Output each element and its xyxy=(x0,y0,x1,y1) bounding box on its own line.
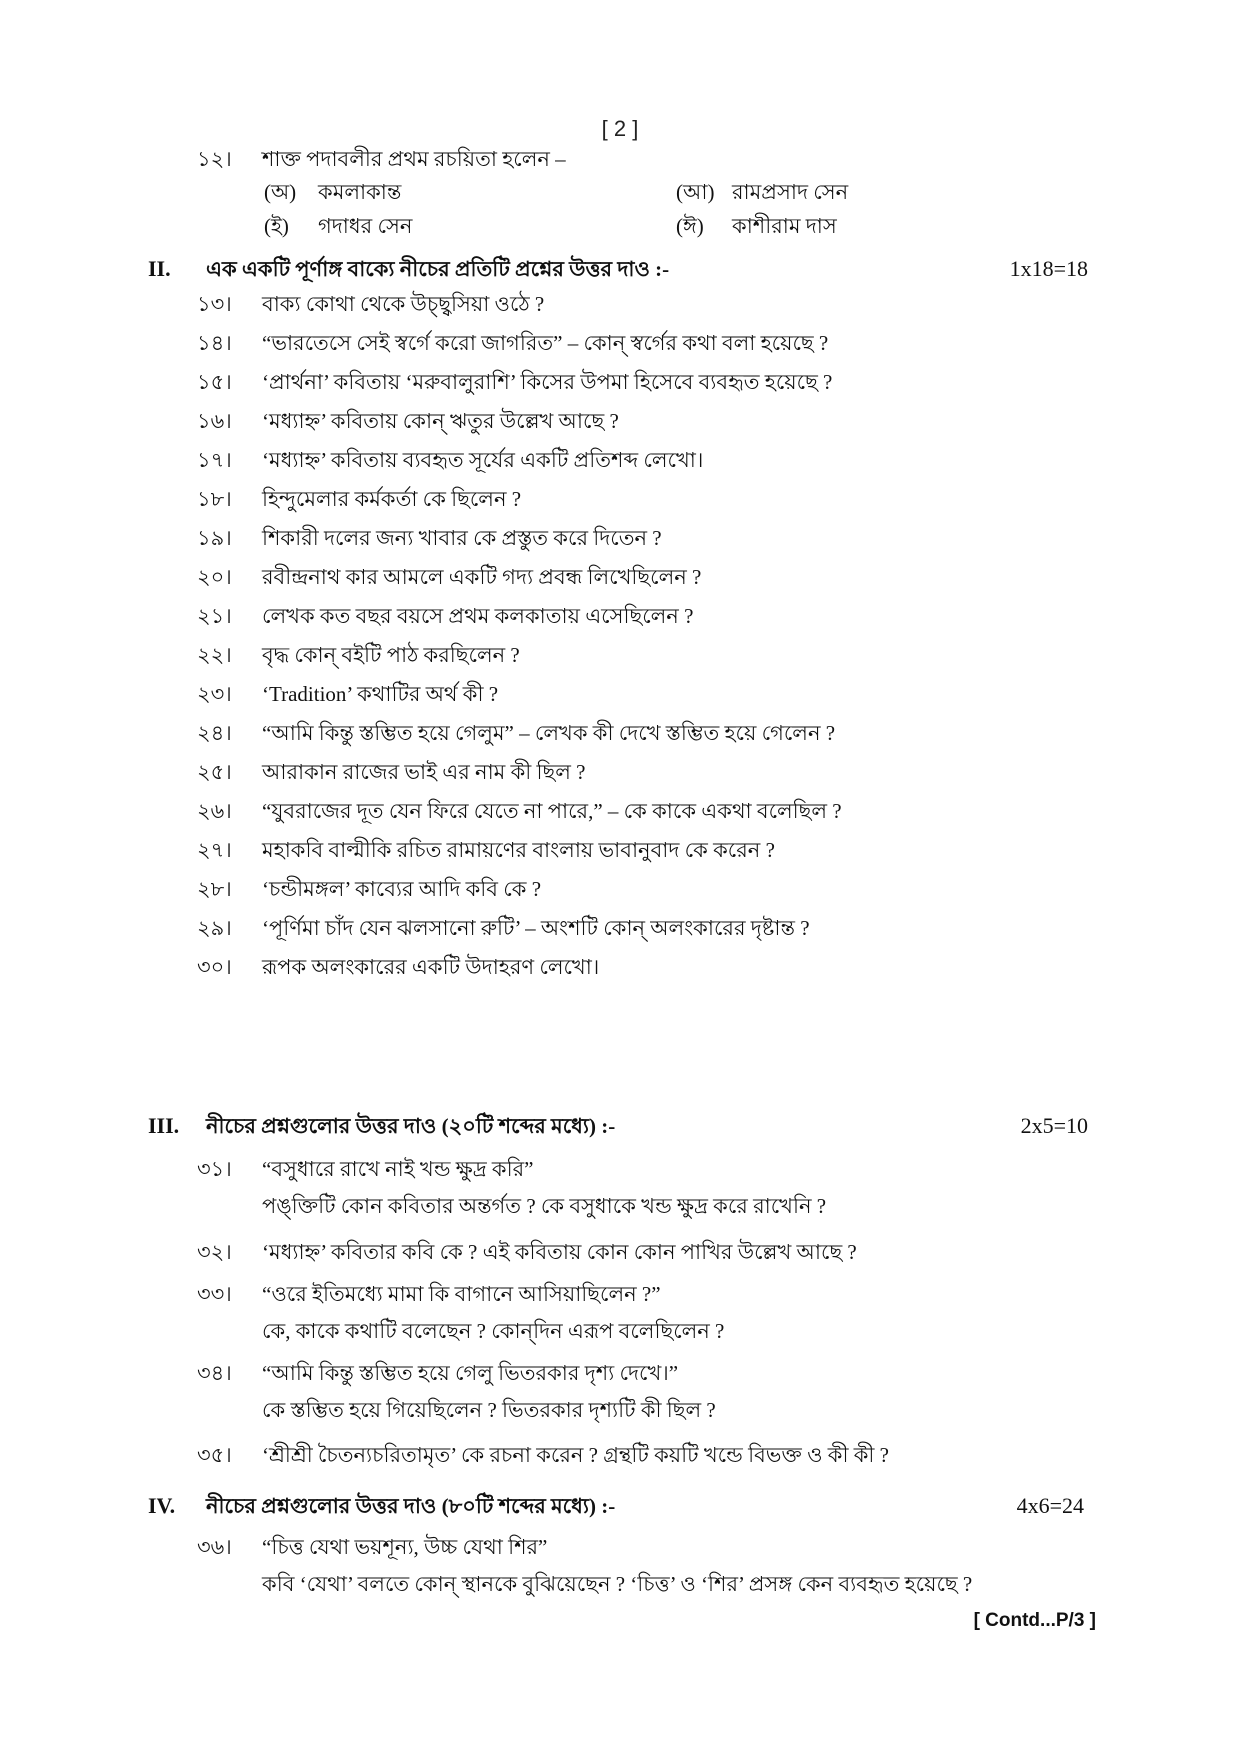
question-quote: “বসুধারে রাখে নাই খন্ড ক্ষুদ্র করি” xyxy=(262,1157,534,1181)
question-text: কবি ‘যেথা’ বলতে কোন্ স্থানকে বুঝিয়েছেন ? ‘চিত্ত’ ও ‘শির’ প্রসঙ্গ কেন ব্যবহৃত হয়েছে ? xyxy=(262,1572,973,1596)
question-text: আরাকান রাজের ভাই এর নাম কী ছিল ? xyxy=(262,760,586,784)
question-text: ‘মধ্যাহ্ন’ কবিতায় ব্যবহৃত সূর্যের একটি প্রতিশব্দ লেখো। xyxy=(262,448,704,472)
question-number: ৩০। xyxy=(197,955,232,979)
option-label-d: (ঈ) xyxy=(676,214,704,238)
question-number: ১৫। xyxy=(197,370,232,394)
question-text: শিকারী দলের জন্য খাবার কে প্রস্তুত করে দিতেন ? xyxy=(262,526,662,550)
section-numeral: III. xyxy=(148,1113,180,1138)
question-text: ‘মধ্যাহ্ন’ কবিতার কবি কে ? এই কবিতায় কোন কোন পাখির উল্লেখ আছে ? xyxy=(262,1240,857,1264)
question-text: ‘Tradition’ কথাটির অর্থ কী ? xyxy=(262,682,499,706)
question-text: ‘প্রার্থনা’ কবিতায় ‘মরুবালুরাশি’ কিসের উপমা হিসেবে ব্যবহৃত হয়েছে ? xyxy=(262,370,833,394)
continued-footer: [ Contd...P/3 ] xyxy=(973,1610,1096,1631)
question-text: ‘পূর্ণিমা চাঁদ যেন ঝলসানো রুটি’ – অংশটি কোন্ অলংকারের দৃষ্টান্ত ? xyxy=(262,916,810,940)
question-number: ২৩। xyxy=(197,682,232,706)
question-text: কে, কাকে কথাটি বলেছেন ? কোন্‌দিন এরূপ বলেছিলেন ? xyxy=(262,1319,725,1343)
option-text-c: গদাধর সেন xyxy=(318,214,413,238)
section-title: এক একটি পূর্ণাঙ্গ বাক্যে নীচের প্রতিটি প্রশ্নের উত্তর দাও :- xyxy=(206,257,670,281)
question-quote: “আমি কিন্তু স্তম্ভিত হয়ে গেলু ভিতরকার দৃশ্য দেখে।” xyxy=(262,1361,679,1385)
question-text: রূপক অলংকারের একটি উদাহরণ লেখো। xyxy=(262,955,600,979)
question-number: ১৪। xyxy=(197,331,232,355)
question-number: ২৫। xyxy=(197,760,232,784)
section-numeral: II. xyxy=(148,256,171,281)
question-text: “ভারতেসে সেই স্বর্গে করো জাগরিত” – কোন্ স্বর্গের কথা বলা হয়েছে ? xyxy=(262,331,829,355)
question-number: ১৩। xyxy=(197,292,232,316)
question-number: ২২। xyxy=(197,643,232,667)
question-number: ১২। xyxy=(197,147,232,171)
question-number: ৩৫। xyxy=(197,1443,232,1467)
section-marks: 1x18=18 xyxy=(1009,256,1088,281)
question-number: ১৭। xyxy=(197,448,232,472)
question-text: পঙ্‌ক্তিটি কোন কবিতার অন্তর্গত ? কে বসুধাকে খন্ড ক্ষুদ্র করে রাখেনি ? xyxy=(262,1194,827,1218)
section-title: নীচের প্রশ্নগুলোর উত্তর দাও (৮০টি শব্দের মধ্যে) :- xyxy=(206,1494,616,1518)
option-text-a: কমলাকান্ত xyxy=(318,180,402,204)
question-quote: “চিত্ত যেথা ভয়শূন্য, উচ্চ যেথা শির” xyxy=(262,1535,548,1559)
question-number: ৩২। xyxy=(197,1240,232,1264)
question-text: বাক্য কোথা থেকে উচ্ছ্বসিয়া ওঠে ? xyxy=(262,292,545,316)
question-number: ২৬। xyxy=(197,799,232,823)
question-text: রবীন্দ্রনাথ কার আমলে একটি গদ্য প্রবন্ধ লিখেছিলেন ? xyxy=(262,565,702,589)
page-number: [ 2 ] xyxy=(601,116,639,141)
question-number: ২৭। xyxy=(197,838,232,862)
question-text: কে স্তম্ভিত হয়ে গিয়েছিলেন ? ভিতরকার দৃশ্যটি কী ছিল ? xyxy=(262,1398,716,1422)
question-text: বৃদ্ধ কোন্ বইটি পাঠ করছিলেন ? xyxy=(262,643,520,667)
question-number: ১৬। xyxy=(197,409,232,433)
question-text: লেখক কত বছর বয়সে প্রথম কলকাতায় এসেছিলেন ? xyxy=(262,604,694,628)
section-numeral: IV. xyxy=(148,1493,176,1518)
question-number: ৩৪। xyxy=(197,1361,232,1385)
option-text-b: রামপ্রসাদ সেন xyxy=(732,180,849,204)
question-number: ৩৩। xyxy=(197,1282,232,1306)
section-marks: 4x6=24 xyxy=(1016,1493,1084,1518)
question-number: ২৮। xyxy=(197,877,232,901)
section-marks: 2x5=10 xyxy=(1020,1113,1088,1138)
question-text: “যুবরাজের দূত যেন ফিরে যেতে না পারে,” – কে কাকে একথা বলেছিল ? xyxy=(262,799,842,823)
question-text: ‘শ্রীশ্রী চৈতন্যচরিতামৃত’ কে রচনা করেন ? গ্রন্থটি কয়টি খন্ডে বিভক্ত ও কী কী ? xyxy=(262,1443,889,1467)
option-label-b: (আ) xyxy=(676,180,715,204)
question-number: ২০। xyxy=(197,565,232,589)
question-number: ২৯। xyxy=(197,916,232,940)
section-title: নীচের প্রশ্নগুলোর উত্তর দাও (২০টি শব্দের মধ্যে) :- xyxy=(206,1114,616,1138)
question-text: হিন্দুমেলার কর্মকর্তা কে ছিলেন ? xyxy=(262,487,522,511)
question-text: শাক্ত পদাবলীর প্রথম রচয়িতা হলেন – xyxy=(262,147,566,171)
question-number: ২১। xyxy=(197,604,232,628)
question-number: ২৪। xyxy=(197,721,232,745)
question-text: ‘মধ্যাহ্ন’ কবিতায় কোন্ ঋতুর উল্লেখ আছে ? xyxy=(262,409,619,433)
option-label-c: (ই) xyxy=(264,214,289,238)
question-text: ‘চন্ডীমঙ্গল’ কাব্যের আদি কবি কে ? xyxy=(262,877,542,901)
question-number: ৩৬। xyxy=(197,1535,232,1559)
question-quote: “ওরে ইতিমধ্যে মামা কি বাগানে আসিয়াছিলেন ?” xyxy=(262,1282,661,1306)
question-number: ৩১। xyxy=(197,1157,232,1181)
question-text: মহাকবি বাল্মীকি রচিত রামায়ণের বাংলায় ভাবানুবাদ কে করেন ? xyxy=(262,838,775,862)
question-number: ১৮। xyxy=(197,487,232,511)
question-number: ১৯। xyxy=(197,526,232,550)
option-text-d: কাশীরাম দাস xyxy=(732,214,837,238)
question-text: “আমি কিন্তু স্তম্ভিত হয়ে গেলুম” – লেখক কী দেখে স্তম্ভিত হয়ে গেলেন ? xyxy=(262,721,836,745)
option-label-a: (অ) xyxy=(264,180,297,204)
